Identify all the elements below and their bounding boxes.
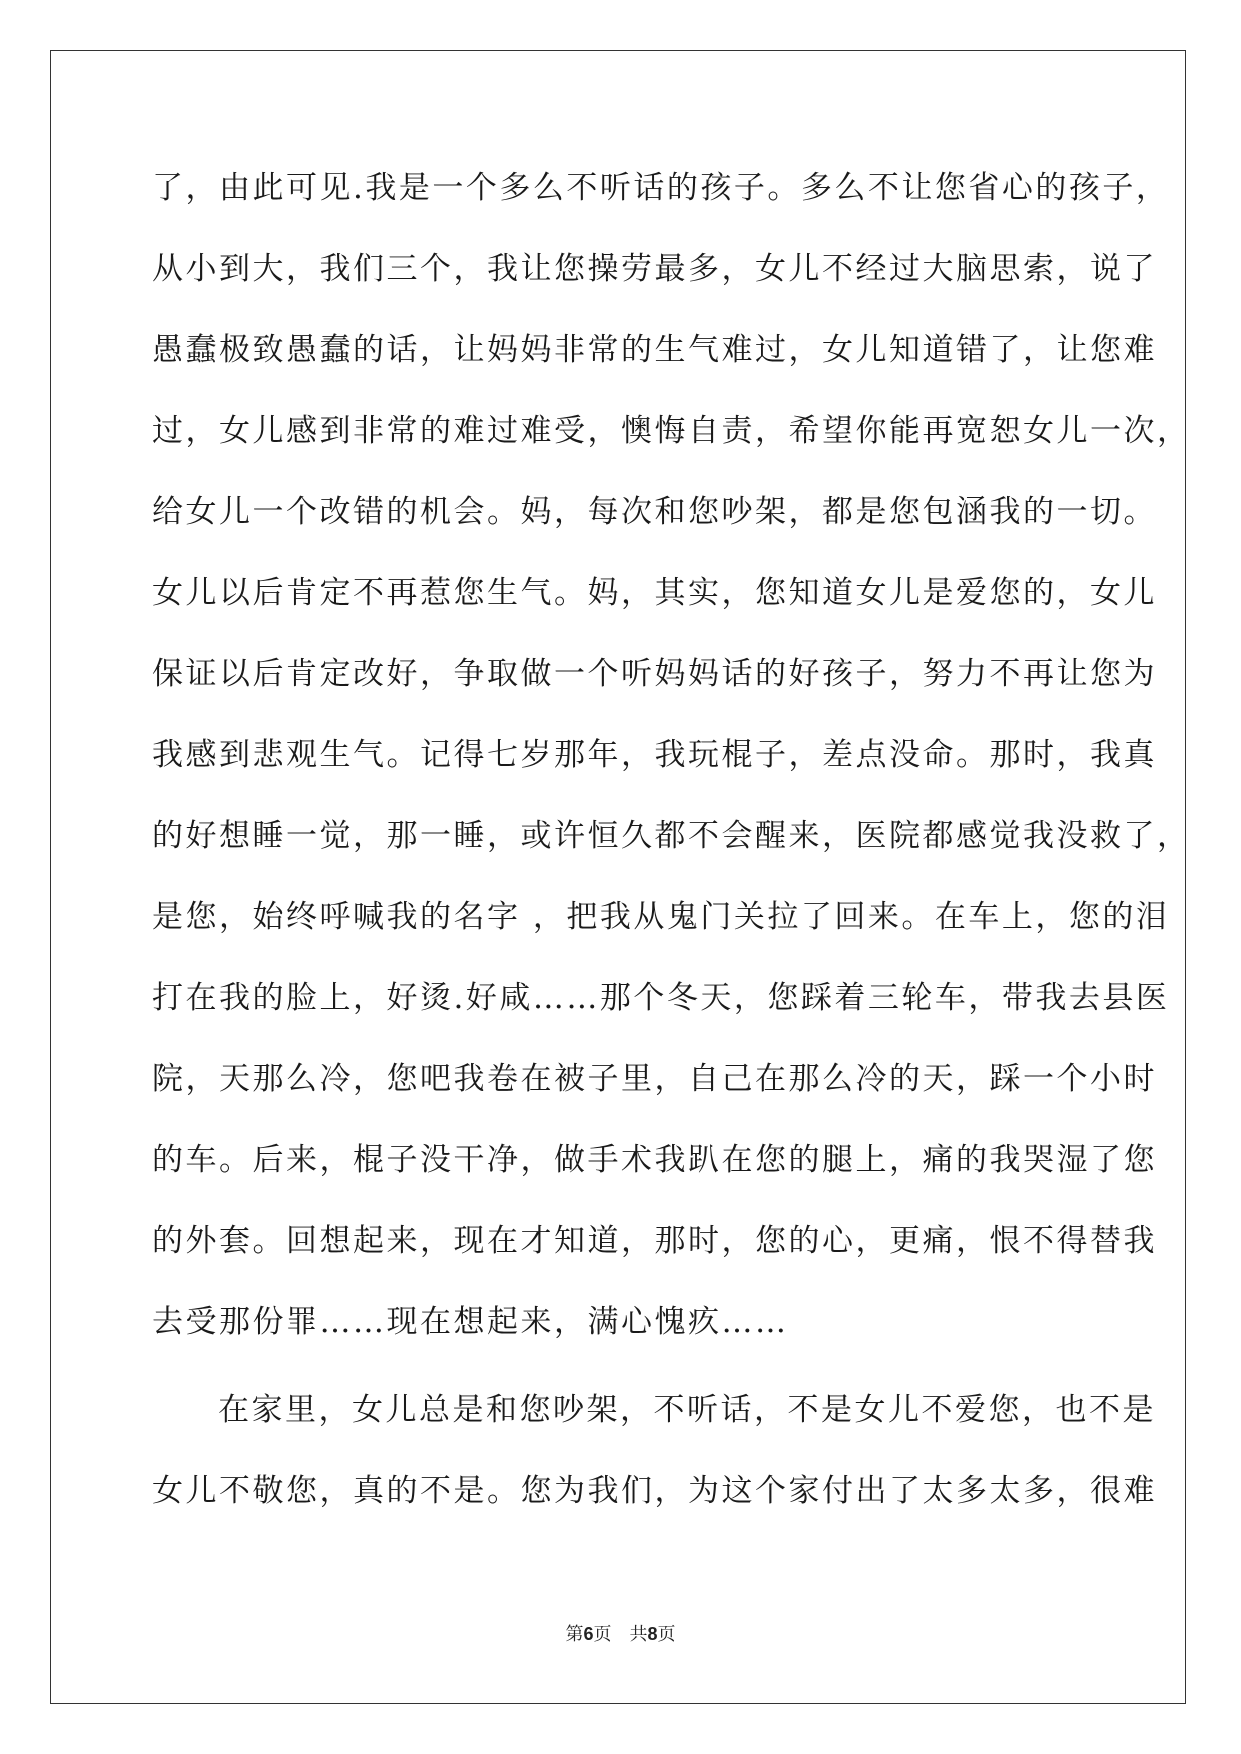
text-line: 是您，始终呼喊我的名字 ，把我从鬼门关拉了回来。在车上，您的泪 xyxy=(152,899,1170,935)
paragraph-first-line: 在家里，女儿总是和您吵架，不听话，不是女儿不爱您，也不是 xyxy=(218,1392,1156,1428)
text-line: 女儿不敬您，真的不是。您为我们，为这个家付出了太多太多，很难 xyxy=(152,1473,1157,1509)
text-line: 了，由此可见.我是一个多么不听话的孩子。多么不让您省心的孩子， xyxy=(152,170,1170,206)
text-line: 女儿以后肯定不再惹您生气。妈，其实，您知道女儿是爱您的，女儿 xyxy=(152,575,1157,611)
footer-suffix: 页 xyxy=(657,1624,676,1645)
page-number-footer xyxy=(0,1620,1241,1646)
text-line: 愚蠢极致愚蠢的话，让妈妈非常的生气难过，女儿知道错了，让您难 xyxy=(152,332,1157,368)
text-line: 的外套。回想起来，现在才知道，那时，您的心，更痛，恨不得替我 xyxy=(152,1223,1157,1259)
document-body xyxy=(152,158,1191,1542)
current-page-number: 6 xyxy=(583,1624,594,1644)
paragraph-gap xyxy=(152,1373,1102,1380)
text-line: 我感到悲观生气。记得七岁那年，我玩棍子，差点没命。那时，我真 xyxy=(152,737,1157,773)
text-line: 从小到大，我们三个，我让您操劳最多，女儿不经过大脑思索，说了 xyxy=(152,251,1157,287)
text-line: 给女儿一个改错的机会。妈，每次和您吵架，都是您包涵我的一切。 xyxy=(152,494,1157,530)
footer-middle: 页 共 xyxy=(593,1624,648,1645)
text-line: 打在我的脸上，好烫.好咸……那个冬天，您踩着三轮车，带我去县医 xyxy=(152,980,1170,1016)
footer-prefix: 第 xyxy=(565,1624,584,1645)
text-line: 院，天那么冷，您吧我卷在被子里，自己在那么冷的天，踩一个小时 xyxy=(152,1061,1157,1097)
text-line: 的好想睡一觉，那一睡，或许恒久都不会醒来，医院都感觉我没救了， xyxy=(152,818,1191,854)
text-line: 保证以后肯定改好，争取做一个听妈妈话的好孩子，努力不再让您为 xyxy=(152,656,1157,692)
text-line: 过，女儿感到非常的难过难受，懊悔自责，希望你能再宽恕女儿一次， xyxy=(152,413,1191,449)
total-page-count: 8 xyxy=(647,1624,658,1644)
text-line: 的车。后来，棍子没干净，做手术我趴在您的腿上，痛的我哭湿了您 xyxy=(152,1142,1157,1178)
text-line: 去受那份罪……现在想起来，满心愧疚…… xyxy=(152,1304,789,1340)
